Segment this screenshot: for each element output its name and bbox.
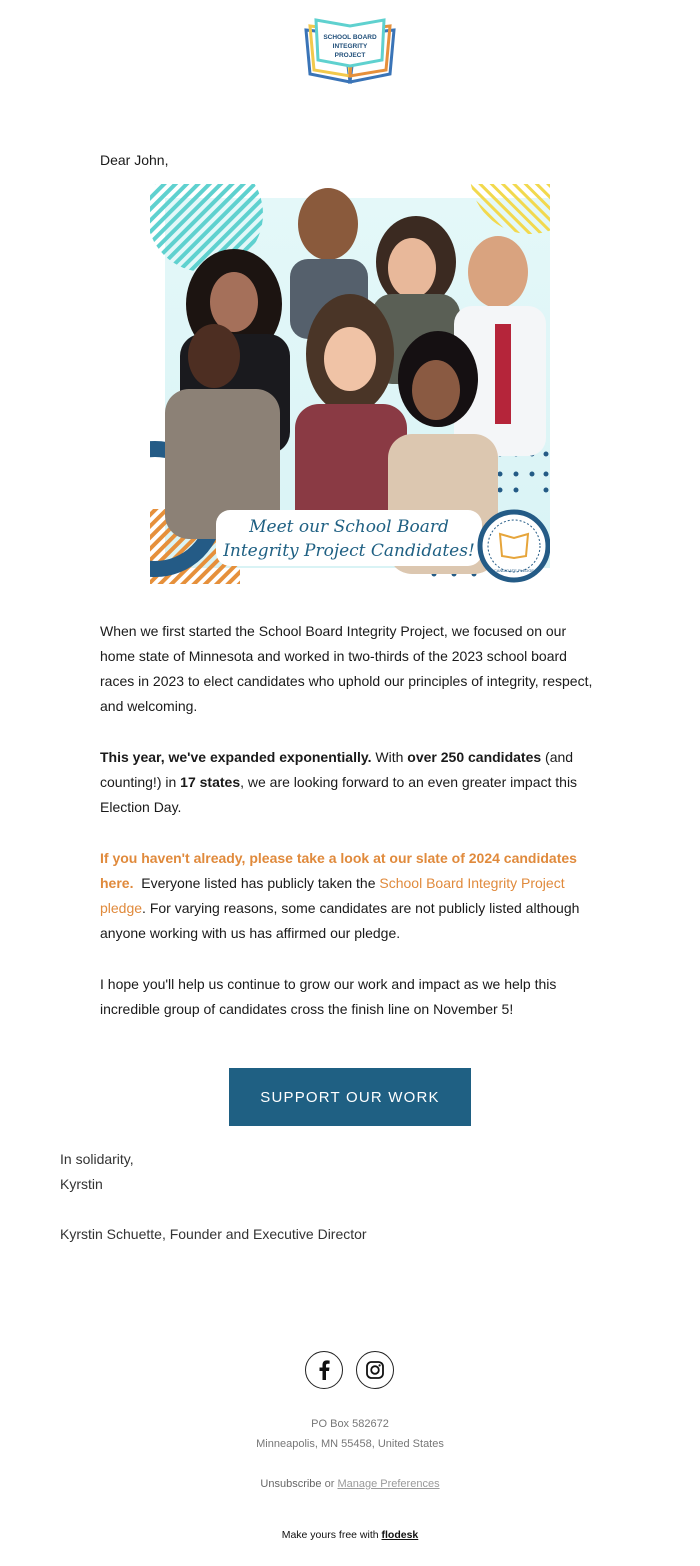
slate-text-2: . For varying reasons, some candidates are not publicly listed although anyone working with us has affirmed our pledge. xyxy=(100,900,580,941)
badge-text: CANDIDATE PLEDGE xyxy=(493,568,535,573)
signature-closing: In solidarity, xyxy=(60,1151,134,1167)
expansion-text-1: With xyxy=(371,749,408,765)
slate-link[interactable]: If you haven't already, please take a look at our slate of 2024 candidates here. xyxy=(100,850,577,891)
support-our-work-button[interactable]: SUPPORT OUR WORK xyxy=(229,1068,471,1126)
logo-text-1: SCHOOL BOARD xyxy=(323,34,377,41)
address-line-1: PO Box 582672 xyxy=(311,1418,389,1430)
expansion-text-3: , we are looking forward to an even greater impact this Election Day. xyxy=(100,774,578,815)
made-with-flodesk xyxy=(0,1529,700,1541)
expansion-text-2: (and counting!) in xyxy=(100,749,574,790)
logo-text-3: PROJECT xyxy=(334,52,366,59)
unsubscribe-or: or xyxy=(321,1478,338,1490)
unsubscribe-line xyxy=(0,1478,700,1490)
candidates-hero-image[interactable] xyxy=(150,184,550,584)
school-board-integrity-project-logo[interactable] xyxy=(300,16,400,88)
signature-name: Kyrstin xyxy=(60,1176,103,1192)
candidates-count: over 250 candidates xyxy=(407,749,542,765)
banner-line-1: Meet our School Board xyxy=(249,517,449,537)
slate-text-1: Everyone listed has publicly taken the xyxy=(133,875,380,891)
facebook-icon[interactable] xyxy=(305,1351,343,1389)
states-count: 17 states xyxy=(180,774,241,790)
expansion-paragraph xyxy=(100,745,600,820)
unsubscribe-link[interactable]: Unsubscribe xyxy=(260,1478,322,1490)
signature-title: Kyrstin Schuette, Founder and Executive Director xyxy=(60,1226,367,1242)
expansion-bold: This year, we've expanded exponentially. xyxy=(100,749,372,765)
made-with-text: Make yours free with xyxy=(281,1529,382,1541)
pledge-link[interactable]: School Board Integrity Project pledge xyxy=(100,875,565,916)
banner-line-2: Integrity Project Candidates! xyxy=(223,541,475,561)
manage-preferences-link[interactable]: Manage Preferences xyxy=(337,1478,440,1490)
instagram-icon[interactable] xyxy=(356,1351,394,1389)
logo-text-2: INTEGRITY xyxy=(332,43,368,50)
flodesk-link[interactable]: flodesk xyxy=(381,1529,419,1541)
closing-paragraph: I hope you'll help us continue to grow our work and impact as we help this incredible group of candidates cross the finish line on November 5! xyxy=(100,976,557,1017)
intro-paragraph: When we first started the School Board Integrity Project, we focused on our home state of Minnesota and worked in two-thirds of the 2023 school board races in 2023 to elect candidates who uphold our principles of integrity, respect, and welcoming. xyxy=(100,623,593,714)
address-line-2: Minneapolis, MN 55458, United States xyxy=(256,1438,444,1450)
greeting: Dear John, xyxy=(100,152,169,168)
slate-paragraph xyxy=(100,846,600,946)
